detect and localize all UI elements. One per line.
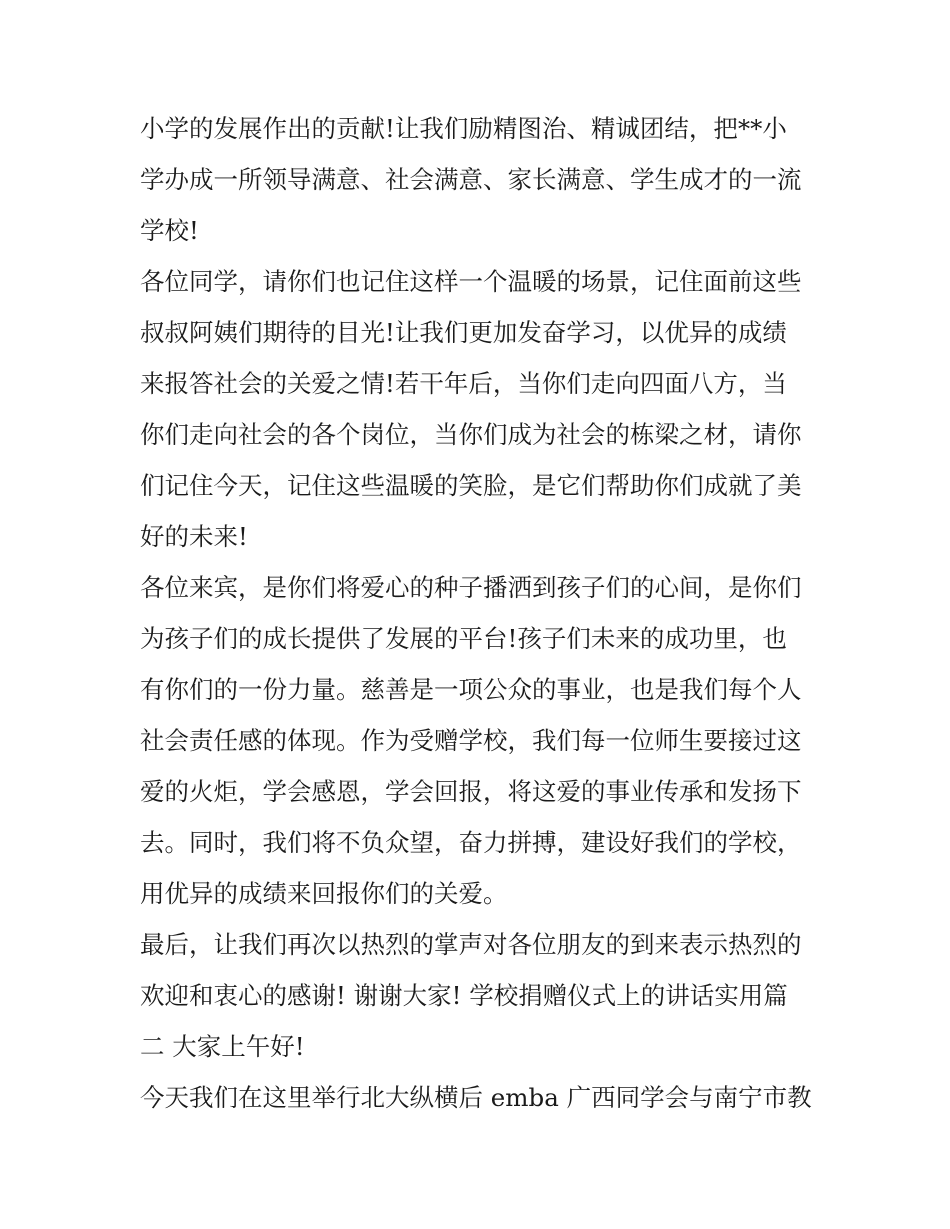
text-line: 学办成一所领导满意、社会满意、家长满意、学生成才的一流 xyxy=(140,165,802,194)
text-line: 各位同学，请你们也记住这样一个温暖的场景，记住面前这些 xyxy=(140,267,802,296)
text-line: 有你们的一份力量。慈善是一项公众的事业，也是我们每个人 xyxy=(140,675,802,704)
text-line: 去。同时，我们将不负众望，奋力拼搏，建设好我们的学校， xyxy=(140,828,802,857)
text-line: 二 大家上午好! xyxy=(140,1032,305,1061)
text-line: 今天我们在这里举行北大纵横后 emba 广西同学会与南宁市教 xyxy=(140,1083,812,1112)
text-line: 你们走向社会的各个岗位，当你们成为社会的栋梁之材，请你 xyxy=(140,420,802,449)
text-line: 来报答社会的关爱之情!若干年后，当你们走向四面八方，当 xyxy=(140,369,787,398)
text-line: 好的未来! xyxy=(140,522,248,551)
text-line: 社会责任感的体现。作为受赠学校，我们每一位师生要接过这 xyxy=(140,726,802,755)
text-line: 学校! xyxy=(140,216,199,245)
document-body xyxy=(140,103,830,1123)
text-line: 为孩子们的成长提供了发展的平台!孩子们未来的成功里，也 xyxy=(140,624,787,653)
text-line: 最后，让我们再次以热烈的掌声对各位朋友的到来表示热烈的 xyxy=(140,930,802,959)
text-line: 爱的火炬，学会感恩，学会回报，将这爱的事业传承和发扬下 xyxy=(140,777,802,806)
text-line: 们记住今天，记住这些温暖的笑脸，是它们帮助你们成就了美 xyxy=(140,471,802,500)
text-line: 欢迎和衷心的感谢! 谢谢大家! 学校捐赠仪式上的讲话实用篇 xyxy=(140,981,788,1010)
text-line: 用优异的成绩来回报你们的关爱。 xyxy=(140,879,508,908)
text-line: 叔叔阿姨们期待的目光!让我们更加发奋学习，以优异的成绩 xyxy=(140,318,787,347)
text-line: 小学的发展作出的贡献!让我们励精图治、精诚团结，把**小 xyxy=(140,114,787,143)
text-line: 各位来宾，是你们将爱心的种子播洒到孩子们的心间，是你们 xyxy=(140,573,802,602)
